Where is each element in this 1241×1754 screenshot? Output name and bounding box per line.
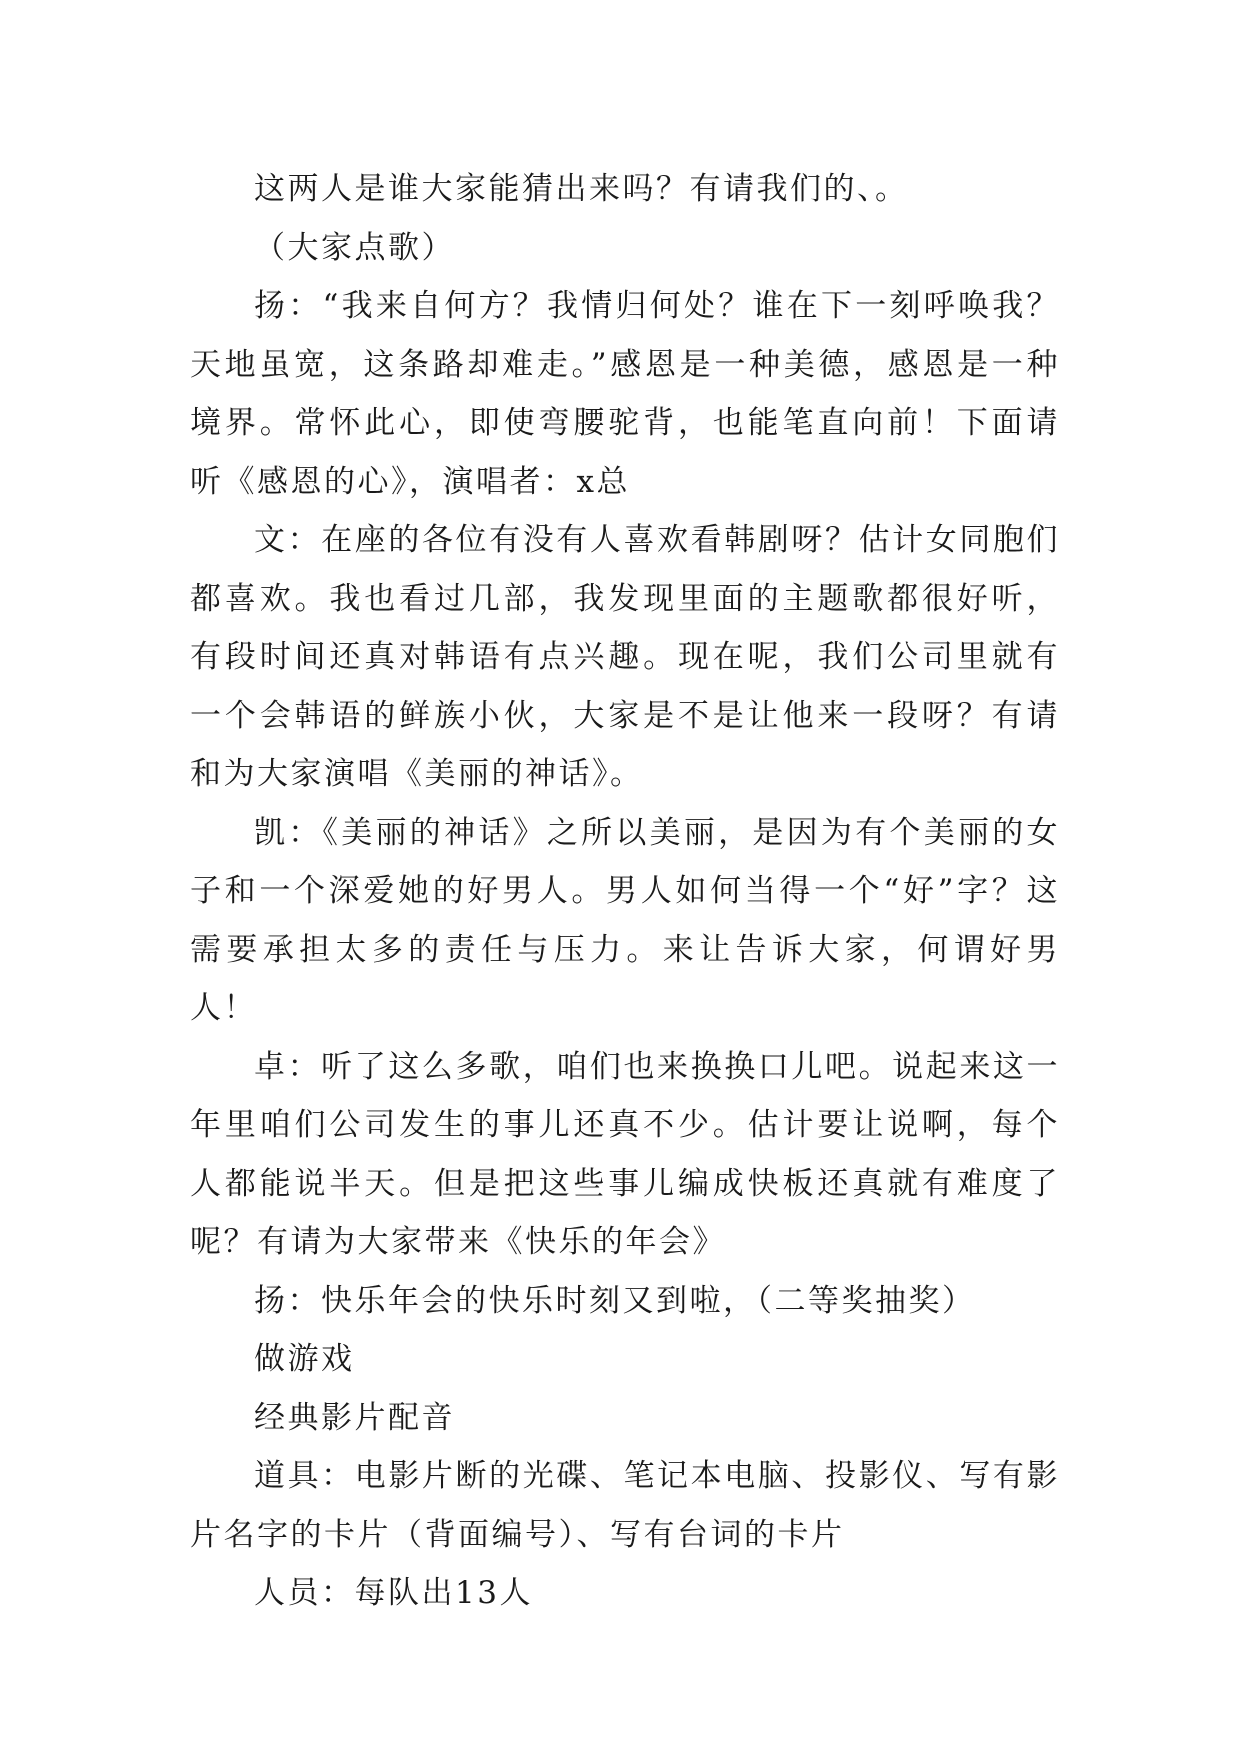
paragraph-song-request: （大家点歌） — [254, 229, 455, 266]
paragraph-yang-gratitude: 扬：“我来自何方？我情归何处？谁在下一刻呼唤我？天地虽宽，这条路却难走。”感恩是一种美德，感恩是一种境界。常怀此心，即使弯腰驼背，也能笔直向前！下面请听《感恩的心》，演唱者：x总 — [190, 288, 1060, 500]
document-page — [190, 160, 1060, 1623]
paragraph-zhuo-kuaiban: 卓：听了这么多歌，咱们也来换换口儿吧。说起来这一年里咱们公司发生的事儿还真不少。估计要让说啊，每个人都能说半天。但是把这些事儿编成快板还真就有难度了呢？有请为大家带来《快乐的年会》 — [190, 1048, 1060, 1260]
paragraph-personnel: 人员：每队出13人 — [254, 1575, 533, 1611]
paragraph-yang-second-prize: 扬：快乐年会的快乐时刻又到啦，（二等奖抽奖） — [254, 1282, 976, 1319]
paragraph-props: 道具：电影片断的光碟、笔记本电脑、投影仪、写有影片名字的卡片（背面编号）、写有台词的卡片 — [190, 1458, 1060, 1553]
paragraph-guess-who: 这两人是谁大家能猜出来吗？有请我们的、。 — [254, 171, 909, 207]
paragraph-wen-korean-drama: 文：在座的各位有没有人喜欢看韩剧呀？估计女同胞们都喜欢。我也看过几部，我发现里面的主题歌都很好听，有段时间还真对韩语有点兴趣。现在呢，我们公司里就有一个会韩语的鲜族小伙，大家是不是让他来一段呀？有请和为大家演唱《美丽的神话》。 — [190, 522, 1060, 792]
paragraph-kai-myth: 凯：《美丽的神话》之所以美丽，是因为有个美丽的女子和一个深爱她的好男人。男人如何当得一个“好”字？这需要承担太多的责任与压力。来让告诉大家，何谓好男人！ — [190, 814, 1060, 1026]
paragraph-movie-dubbing: 经典影片配音 — [254, 1399, 455, 1436]
paragraph-play-game: 做游戏 — [254, 1341, 355, 1377]
